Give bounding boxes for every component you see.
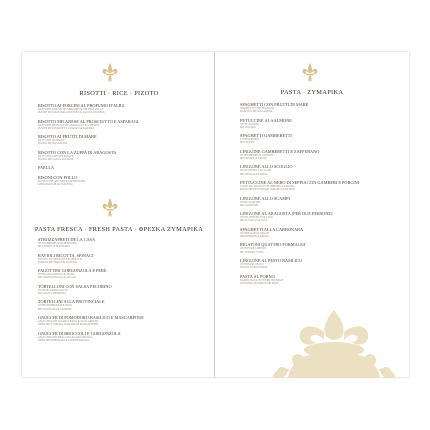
menu-item-description: WITH MUSHROOMS & HAM — [38, 304, 72, 308]
menu-item-description: ΜΕ ΣΟΛΟΜΟ — [240, 125, 256, 129]
menu-item-description: ΜΕ ΓΑΡΙΔΕΣ — [240, 141, 255, 145]
menu-page-left — [22, 52, 216, 377]
menu-item — [38, 103, 208, 114]
menu-item — [240, 102, 409, 113]
menu-item — [240, 133, 409, 144]
menu-item-description: PIZOTO ΜΕ ΘΑΛΑΣΣΙΝΑ — [38, 142, 68, 146]
menu-item-description: SQUID INK PASTA WITH SHRIMPS & PORCINI — [240, 184, 295, 188]
menu-item-description: BAKED PASTA WITH MINCED MEAT — [240, 278, 284, 282]
menu-item-description: RICE WITH PROSCIUTTO, ASPARAGUS & SAFFRON — [38, 123, 100, 127]
menu-item-description: ΜΕ ΤΕΣΣΕΡΑ ΤΥΡΙΑ — [240, 250, 264, 254]
menu-item-description: ΜΕ ΓΚΟΡΓΚΟΝΖΟΛΑ & ΑΧΛΑΔΙ — [38, 276, 77, 280]
menu-item-description: ΝΙΟΚΙ ΜΕ ΝΤΟΜΑΤΑ, ΒΑΣΙΛΙΚΟ & ΜΑΣΚΑΡΠΟΝΕ — [38, 323, 98, 327]
menu-item-description: WITH SALMON — [240, 122, 259, 126]
menu-item-name: RISOTTO MILANESE AL PROSCIUTTO E ASPARAGI — [38, 118, 139, 124]
menu-item-description: WITH MUSSELS & CLAMS — [240, 169, 272, 173]
menu-item-description: ΜΕ ΓΑΡΙΔΕΣ & ΜΑΝΙΤΑΡΙΑ — [38, 245, 71, 249]
menu-item-description: GNOCCHI WITH BROCCOLI & GORGONZOLA — [38, 335, 93, 339]
fleur-de-lis-icon — [101, 62, 119, 84]
menu-item — [240, 274, 409, 285]
menu-item-description: ΜΕ ΜΠΕΙΚΟΝ & ΚΡΕΜΑ — [240, 234, 270, 238]
menu-item-name: RISOTTO AI FRUTTI DI MARE — [38, 134, 97, 140]
menu-item-description: GNOCCHI WITH TOMATO, BASIL & MASCARPONE — [38, 319, 99, 323]
menu-item-description: WITH CRAYFISH — [240, 200, 261, 204]
menu-item-description: WITH GORGONZOLA & PEARS — [38, 273, 75, 277]
menu-item — [38, 331, 208, 342]
menu-item — [38, 165, 208, 170]
menu-item-name: FETTUCCINE AL NERO DI SEPPIA CON GAMBERI E PORCINI — [240, 179, 360, 185]
pasta-fresca-list — [38, 237, 208, 346]
risotti-list — [38, 103, 208, 190]
menu-item-description: RICE WITH LOBSTER BISQUE — [38, 154, 74, 158]
menu-item-description: PIZOTO ME ΠΡΟΣΙΟΥΤΟ, ΣΠΑΡΑΓΓΙΑ & ΚΡΟΚΟ — [38, 126, 95, 130]
menu-item-description: PIZOTO ME MANITARIA ΠΟΡΤΣΙΝΙ & ΣΑΛΤΣΑ ΤΡΟΥΦΑΣ — [38, 111, 105, 115]
menu-item-description: ΝΙΟΚΙ ΜΕ ΜΠΡΟΚΟΛΟ & ΓΚΟΡΓΚΟΝΖΟΛΑ — [38, 338, 89, 342]
menu-item-description: WITH PECORINO SAUCE — [38, 288, 68, 292]
section-title-risotti: RISOTTI · RICE · PIZOTO — [79, 90, 159, 97]
menu-item — [240, 227, 409, 238]
pasta-list — [240, 102, 409, 289]
menu-item — [38, 253, 208, 264]
menu-item-name: RISOTTO AI PORCINI AL PROFUMO D'ALBA — [38, 103, 125, 108]
menu-item-name: TORTELLONI CON SALSA PECORINO — [38, 283, 112, 289]
damask-ornament-icon — [268, 306, 400, 378]
menu-item — [240, 258, 409, 269]
menu-item-description: RICE WITH SEAFOOD — [38, 139, 64, 143]
menu-item-description: PASTA WITH CHICKEN & MUSHROOMS — [38, 179, 86, 183]
menu-item — [240, 164, 409, 175]
menu-item-description: ΜΕ ΣΑΛΤΣΑ ΠΕΚΟΡΙΝΟ — [38, 291, 67, 295]
section-title-pasta: PASTA · ZYMAPIKA — [280, 89, 344, 96]
menu-item-description: WITH SHRIMPS & MUSHROOMS — [38, 242, 77, 245]
menu-item — [240, 196, 409, 207]
menu-item-name: RAVIOLI RICOTTA, SPINACI — [38, 252, 94, 258]
menu-item — [240, 211, 409, 222]
menu-item — [38, 175, 208, 186]
menu-item — [38, 119, 208, 130]
menu-item-name: GNOCCHI DI POMODORO BASILICO E MASCARPONE — [38, 314, 144, 320]
menu-item-description: WITH SHRIMPS — [240, 138, 259, 142]
menu-item-description: ΜΕ ΓΑΡΙΔΕΣ & ΚΡΟΚΟ — [240, 156, 267, 160]
menu-item-name: SPAGHETTI ALLA CARBONARA — [240, 226, 304, 232]
menu-item-description: WITH BASIL PESTO — [240, 262, 264, 266]
menu-item-description: ΚΡΙΘΑΡΑΚΙ ΜΕ ΚΟΤΟΠΟΥΛΟ — [38, 182, 73, 186]
fleur-de-lis-icon — [101, 197, 119, 219]
menu-item-description: WITH SHRIMPS & SAFFRON — [240, 153, 274, 157]
menu-item-name: LINGUINE ALLO SCAMPI — [240, 195, 290, 201]
menu-item — [38, 134, 208, 145]
menu-item-name: RIGATONI QUATTRO FORMAGGI — [240, 242, 306, 248]
menu-item — [240, 149, 409, 160]
menu-item-name: LINGUINE GAMBERETTI E ZAFFERANO — [240, 148, 320, 154]
menu-item-name: PASTA AL FORNO — [240, 273, 275, 279]
menu-item-description: RAVIOLI WITH RICOTTA & SPINACH — [38, 257, 82, 261]
menu-item-name: SPAGHETTI CON FRUTTI DI MARE — [240, 102, 309, 107]
menu-item-name: GNOCCHI DI BROCCOLI E GORGONZOLA — [38, 330, 121, 336]
menu-item — [38, 150, 208, 161]
menu-item-name: PAELLA — [38, 165, 55, 171]
fleur-de-lis-icon — [301, 62, 319, 84]
menu-item-name: LINGUINE AL PESTO BASILICO — [240, 257, 302, 263]
menu-item-description: ΣΠΑΓΓΕΤΙ ΜΕ ΘΑΛΑΣΣΙΝΑ — [240, 110, 273, 114]
menu-item — [38, 299, 208, 310]
menu-item — [38, 315, 208, 326]
menu-item-name: RISOTTO CON LA ZUPPA DI ARAGOSTA — [38, 149, 117, 155]
menu-item-description: WITH FOUR CHEESES — [240, 247, 267, 251]
menu-item-name: STROZZAPRETI DE LA CASA — [38, 237, 96, 242]
menu-item-description: ΜΕ ΜΥΔΙΑ & ΚΥΔΩΝΙΑ — [240, 172, 268, 176]
menu-item — [240, 180, 409, 191]
menu-item-description: ΜΕ ΚΑΡΑΒΙΔΕΣ — [240, 203, 259, 207]
menu-item-name: FETUCCINE AL SALMONE — [240, 117, 292, 123]
section-title-pasta-fresca: PASTA FRESCA · FRESH PASTA · ΦΡΕΣΚΑ ΖΥΜΑΡΙΚΑ — [34, 226, 204, 233]
menu-item-description: ΖΥΜΑΡΙΚΑ ΦΟΥΡΝΟΥ ΜΕ ΚΙΜΑ — [240, 281, 279, 285]
menu-item-description: ΜΑΥΡΑ ΦΕΤΟΥΤΣΙΝΙ ΜΕ ΓΑΡΙΔΕΣ & ΠΟΡΤΣΙΝΙ — [240, 188, 295, 192]
menu-item-name: LINGUINE ALLO SCOGLIO — [240, 164, 293, 170]
menu-item-description: ΜΕ ΜΑΝΙΤΑΡΙΑ & ΖΑΜΠΟΝ — [38, 307, 72, 311]
menu-item-name: TORTELLINI ALLA PROVINCIALE — [38, 299, 105, 305]
menu-item — [240, 242, 409, 253]
menu-item — [38, 284, 208, 295]
menu-item-name: FAGOTTINI GORGONZOLA E PERE — [38, 268, 107, 274]
menu-item-name: SPAGHETTI GAMBERETTI — [240, 133, 292, 139]
menu-item-name: RISONI CON POLLO — [38, 174, 78, 180]
menu-item-description: RICE WITH PORCINI MUSHROOMS & TRUFFLE SAUCE — [38, 108, 104, 111]
menu-item-description: WITH BACON & CREAM — [240, 231, 270, 235]
menu-item-description: SPAGHETTI WITH SEAFOOD — [240, 107, 274, 110]
menu-item-description: WITH LOBSTER (FOR TWO) — [240, 216, 273, 220]
menu-item-name: LINGUINE AL ARAGOSTA (PER DUE PERSONE) — [240, 211, 333, 217]
menu-item-description: PIZOTO ΜΕ ΣΟΥΠΑ ΑΣΤΑΚΟΥ — [38, 157, 74, 161]
menu-item-description: ΜΕ ΑΣΤΑΚΟ (ΓΙΑ ΔΥΟ) — [240, 219, 267, 223]
menu-item — [38, 268, 208, 279]
menu-item — [240, 118, 409, 129]
menu-item-description: ΡΑΒΙΟΛΙ ΜΕ ΡΙΚΟΤΑ & ΣΠΑΝΑΚΙ — [38, 260, 78, 264]
menu-item-description: ΜΕ ΠΕΣΤΟ ΒΑΣΙΛΙΚΟΥ — [240, 266, 268, 270]
menu-item — [38, 237, 208, 248]
